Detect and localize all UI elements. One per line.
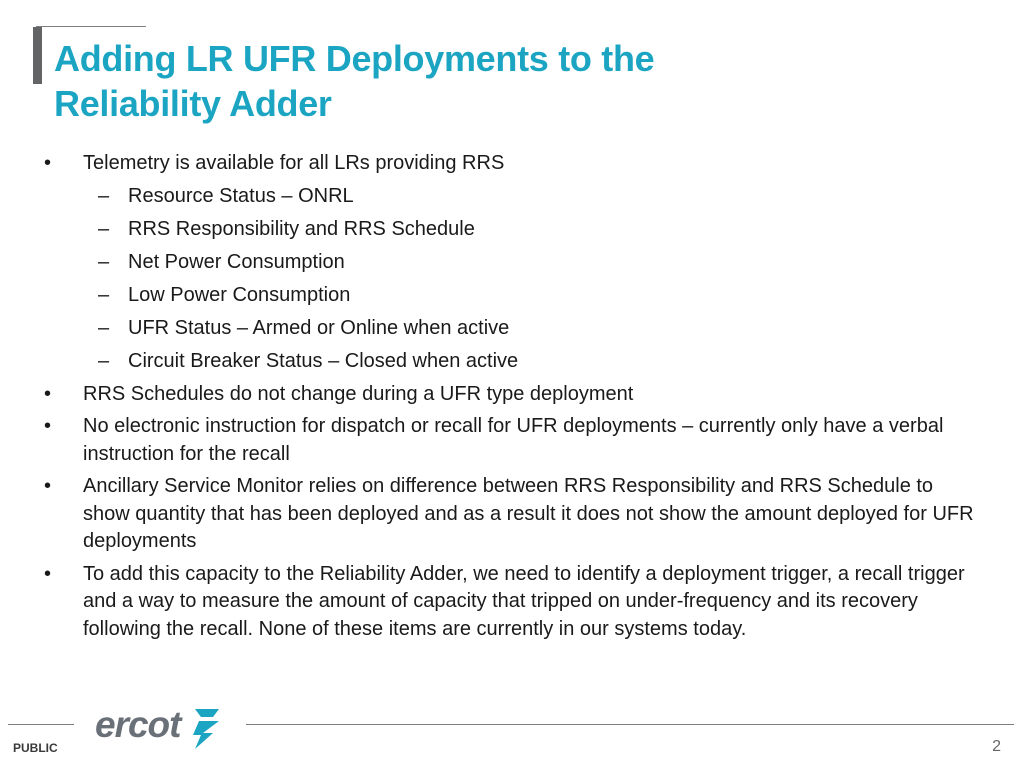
dash-marker: – xyxy=(98,250,110,273)
footer-rule-left xyxy=(8,724,74,725)
bullet-item xyxy=(44,413,984,468)
slide-title xyxy=(54,36,954,126)
dash-marker: – xyxy=(98,184,110,207)
ercot-lightning-logo-icon xyxy=(189,705,223,751)
sub-bullet-item xyxy=(44,282,984,310)
bullet-text: No electronic instruction for dispatch or recall for UFR deployments – currently only have a verbal instruction for the recall xyxy=(83,415,944,465)
dash-marker: – xyxy=(98,316,110,339)
bullet-marker: • xyxy=(44,415,52,437)
footer-rule-right xyxy=(246,724,1014,725)
bullet-text: RRS Schedules do not change during a UFR type deployment xyxy=(83,382,634,405)
sub-bullet-item xyxy=(44,348,984,376)
sub-bullet-item xyxy=(44,216,984,244)
sub-bullet-item xyxy=(44,315,984,343)
slide-title-line-2: Reliability Adder xyxy=(54,83,332,124)
bullet-text: Net Power Consumption xyxy=(128,250,345,273)
bullet-item xyxy=(44,561,984,644)
page-number: 2 xyxy=(992,738,1001,755)
bullet-text: Low Power Consumption xyxy=(128,283,351,306)
bullet-item xyxy=(44,473,984,556)
bullet-marker: • xyxy=(44,562,52,585)
classification-label: PUBLIC xyxy=(13,741,58,755)
bullet-marker: • xyxy=(44,382,52,405)
bullet-text: RRS Responsibility and RRS Schedule xyxy=(128,217,475,240)
bullet-marker: • xyxy=(44,152,52,174)
slide-title-line-1: Adding LR UFR Deployments to the xyxy=(54,38,655,79)
ercot-logo xyxy=(95,703,227,751)
bullet-text: Ancillary Service Monitor relies on difference between RRS Responsibility and RRS Schedule to show quantity that has been deployed and as a result it does not show the amount deployed for UFR deployments xyxy=(83,475,974,552)
bullet-text: To add this capacity to the Reliability Adder, we need to identify a deployment trigger, a recall trigger and a way to measure the amount of capacity that tripped on under-frequency and its recovery following the recall. None of these items are currently in our systems today. xyxy=(83,562,965,640)
dash-marker: – xyxy=(98,283,110,306)
title-top-rule xyxy=(36,26,146,27)
bullet-list xyxy=(44,150,984,648)
sub-bullet-item xyxy=(44,183,984,211)
bullet-text: Resource Status – ONRL xyxy=(128,184,354,207)
bullet-text: UFR Status – Armed or Online when active xyxy=(128,316,510,339)
title-accent-bar xyxy=(33,27,42,84)
dash-marker: – xyxy=(98,217,110,240)
bullet-text: Telemetry is available for all LRs providing RRS xyxy=(83,152,505,174)
bullet-item xyxy=(44,150,984,178)
sub-bullet-item xyxy=(44,249,984,277)
bullet-marker: • xyxy=(44,475,52,497)
bullet-text: Circuit Breaker Status – Closed when active xyxy=(128,349,519,372)
bullet-item xyxy=(44,381,984,409)
dash-marker: – xyxy=(98,349,110,372)
logo-wordmark: ercot xyxy=(95,704,181,745)
